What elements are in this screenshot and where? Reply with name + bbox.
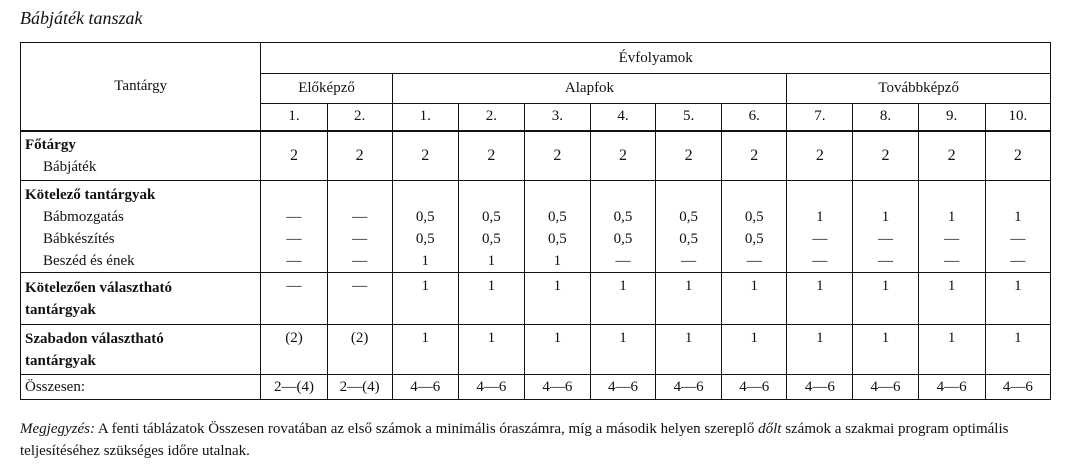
table-cell: 2: [524, 131, 590, 181]
table-cell: —: [812, 231, 828, 247]
row-label: Bábkészítés: [43, 231, 115, 247]
table-cell: 1: [947, 209, 956, 225]
table-cell: 4—6: [524, 375, 590, 400]
table-cell: —: [746, 253, 762, 269]
footnote-text: számok a szakmai program optimális teljesítéséhez szükséges időre utalnak.: [20, 421, 1009, 459]
table-cell: 1: [421, 253, 429, 269]
table-cell: —: [944, 231, 960, 247]
table-cell: 4—6: [656, 375, 722, 400]
table-cell: 2: [392, 131, 458, 181]
table-cell: 1: [918, 273, 985, 325]
table-cell: —: [352, 209, 368, 225]
table-cell: —: [352, 253, 368, 269]
table-cell: 0,5: [613, 209, 633, 225]
table-cell: 2: [985, 131, 1050, 181]
year-header: 1.: [261, 104, 327, 131]
year-header: 6.: [722, 104, 787, 131]
table-cell: 1: [918, 325, 985, 375]
page-title: Bábjáték tanszak: [20, 8, 143, 28]
table-row: [21, 131, 1051, 181]
year-header: 3.: [524, 104, 590, 131]
table-cell: 1: [656, 325, 722, 375]
year-header: 10.: [985, 104, 1050, 131]
table-cell: —: [944, 253, 960, 269]
table-cell: 4—6: [918, 375, 985, 400]
table-cell: 2: [787, 131, 853, 181]
table-cell: —: [286, 209, 302, 225]
table-cell: 1: [553, 253, 562, 269]
table-cell: 0,5: [744, 209, 764, 225]
table-cell: —: [261, 273, 327, 325]
curriculum-table: [20, 42, 1051, 400]
year-header: 4.: [590, 104, 655, 131]
table-cell: 1: [392, 325, 458, 375]
table-row: [21, 325, 1051, 375]
group-header-alapfok: Alapfok: [392, 74, 787, 104]
table-cell: 4—6: [590, 375, 655, 400]
table-cell: 1: [722, 273, 787, 325]
table-cell: —: [286, 231, 302, 247]
row-heading-line2: tantárgyak: [25, 352, 96, 369]
table-cell: —: [352, 231, 368, 247]
table-cell: 1: [524, 325, 590, 375]
table-cell: 0,5: [679, 231, 699, 247]
table-cell: 2—(4): [261, 375, 327, 400]
row-label: Bábmozgatás: [43, 209, 124, 225]
table-cell: 2—(4): [327, 375, 392, 400]
table-cell: —: [615, 253, 631, 269]
row-heading-kotelezoen-valaszthato: Kötelezően választható: [25, 279, 173, 296]
year-header: 7.: [787, 104, 853, 131]
table-cell: 0,5: [679, 209, 699, 225]
table-cell: 4—6: [853, 375, 918, 400]
table-cell: 0,5: [548, 209, 567, 225]
row-heading-kotelezo: Kötelező tantárgyak: [25, 187, 156, 203]
table-cell: 1: [590, 325, 655, 375]
table-cell: 2: [918, 131, 985, 181]
table-cell: 2: [656, 131, 722, 181]
table-cell: —: [812, 253, 828, 269]
table-cell: 2: [722, 131, 787, 181]
footnote-lead: Megjegyzés:: [20, 421, 95, 437]
table-cell: 4—6: [787, 375, 853, 400]
table-cell: 1: [1014, 209, 1022, 225]
year-header: 9.: [918, 104, 985, 131]
table-cell: 1: [985, 325, 1050, 375]
table-cell: 0,5: [548, 231, 567, 247]
table-cell: 0,5: [744, 231, 764, 247]
table-cell: 1: [656, 273, 722, 325]
table-cell: —: [877, 253, 893, 269]
table-cell: —: [1010, 253, 1026, 269]
table-cell: (2): [261, 325, 327, 375]
table-cell: 4—6: [458, 375, 524, 400]
table-cell: 1: [881, 209, 890, 225]
footnote: [20, 418, 1060, 462]
row-label: Beszéd és ének: [43, 253, 135, 269]
year-header: 1.: [392, 104, 458, 131]
table-cell: 0,5: [613, 231, 633, 247]
table-cell: 0,5: [415, 231, 435, 247]
table-cell: 1: [458, 325, 524, 375]
table-cell: (2): [327, 325, 392, 375]
table-cell: 2: [458, 131, 524, 181]
year-header: 2.: [458, 104, 524, 131]
group-header-tovabbkepzo: Továbbképző: [787, 74, 1051, 104]
table-cell: —: [286, 253, 302, 269]
table-cell: 2: [327, 131, 392, 181]
table-cell: 1: [816, 209, 824, 225]
year-header: 2.: [327, 104, 392, 131]
table-cell: 1: [722, 325, 787, 375]
table-cell: 4—6: [392, 375, 458, 400]
table-cell: —: [327, 273, 392, 325]
table-cell: —: [681, 253, 697, 269]
row-heading-fotargy: Főtárgy: [25, 136, 76, 153]
year-header: 8.: [853, 104, 918, 131]
table-cell: 1: [524, 273, 590, 325]
table-cell: 1: [392, 273, 458, 325]
row-label: Bábjáték: [43, 158, 97, 175]
subject-header: Tantárgy: [21, 43, 261, 131]
table-cell: 2: [261, 131, 327, 181]
table-cell: 1: [853, 325, 918, 375]
table-cell: —: [1010, 231, 1026, 247]
table-cell: 1: [853, 273, 918, 325]
table-cell: 1: [787, 273, 853, 325]
group-header-elokepzo: Előképző: [261, 74, 392, 104]
footnote-text: A fenti táblázatok Összesen rovatában az első számok a minimális óraszámra, míg a második helyen szereplő: [94, 421, 759, 437]
table-cell: 1: [985, 273, 1050, 325]
footnote-italic: dőlt: [758, 421, 782, 437]
table-row: [21, 273, 1051, 325]
row-heading-szabadon-valaszthato: Szabadon választható: [25, 330, 164, 347]
table-cell: —: [877, 231, 893, 247]
table-row: [21, 375, 1051, 400]
table-cell: 1: [458, 273, 524, 325]
table-cell: 0,5: [415, 209, 435, 225]
table-cell: 2: [590, 131, 655, 181]
table-cell: 2: [853, 131, 918, 181]
table-cell: 4—6: [722, 375, 787, 400]
table-cell: 1: [487, 253, 496, 269]
table-cell: 0,5: [481, 231, 501, 247]
table-cell: 1: [787, 325, 853, 375]
table-cell: 1: [590, 273, 655, 325]
row-label-osszesen: Összesen:: [21, 375, 261, 400]
table-cell: 0,5: [481, 209, 501, 225]
row-heading-line2: tantárgyak: [25, 301, 96, 318]
table-cell: 4—6: [985, 375, 1050, 400]
year-header: 5.: [656, 104, 722, 131]
table-row: [21, 181, 1051, 273]
grades-header: Évfolyamok: [261, 43, 1051, 74]
